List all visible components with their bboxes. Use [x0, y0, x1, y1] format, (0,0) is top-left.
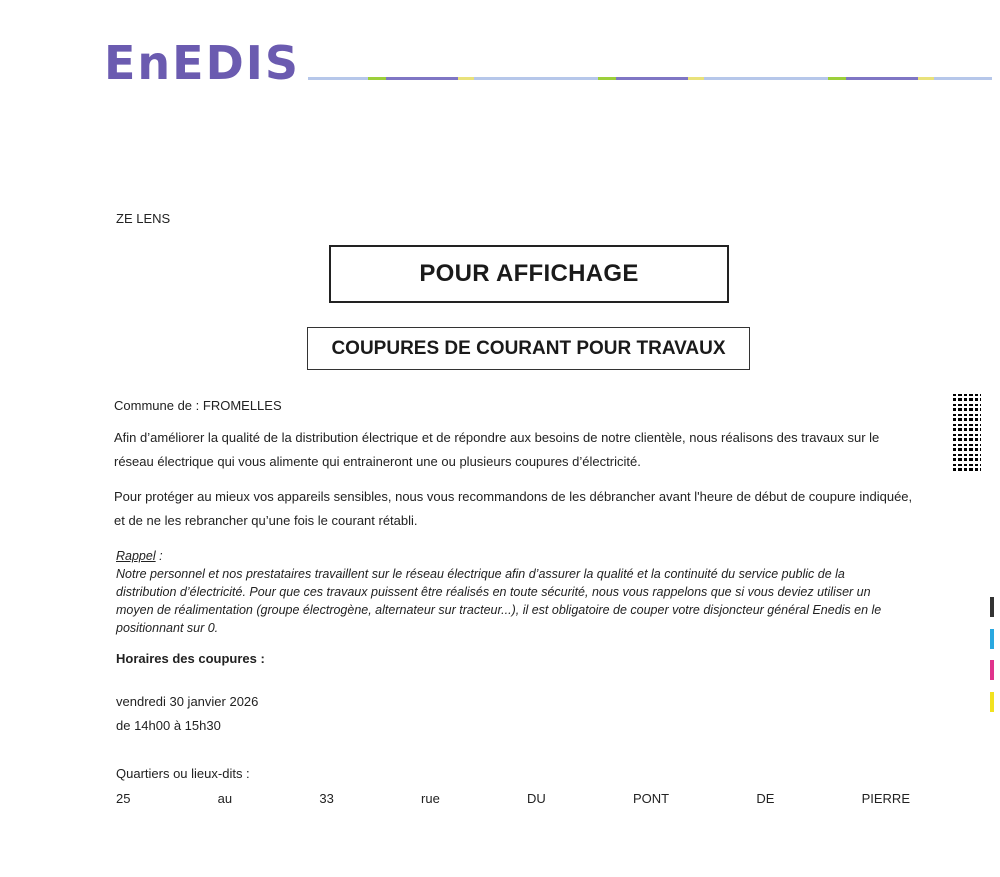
print-mark-cyan	[990, 629, 994, 649]
subtitle-text: COUPURES DE COURANT POUR TRAVAUX	[331, 337, 726, 359]
print-mark-black	[990, 597, 994, 617]
rappel-title-suffix: :	[155, 549, 163, 563]
datamatrix-code	[953, 393, 981, 471]
commune-line: Commune de : FROMELLES	[114, 398, 282, 413]
address-word: DE	[756, 791, 775, 806]
address-word: PIERRE	[861, 791, 910, 806]
rappel-heading	[116, 547, 906, 565]
outage-time: de 14h00 à 15h30	[116, 718, 221, 733]
address-word: rue	[421, 791, 440, 806]
rappel-text: Notre personnel et nos prestataires travaillent sur le réseau électrique afin d’assurer la qualité et la continuité du service public de la distribution d’électricité. Pour que ces travaux puissent être réalisés en toute sécurité, nous vous rappelons que si vous deviez utiliser un moyen de réalimentation (groupe électrogène, alternateur sur tracteur...), il est obligatoire de couper votre disjoncteur général Enedis en le positionnant sur 0.	[116, 567, 882, 635]
intro-paragraph: Afin d’améliorer la qualité de la distribution électrique et de répondre aux besoins de notre clientèle, nous réalisons des travaux sur le réseau électrique qui vous alimente qui entraineront une ou plusieurs coupures d’électricité.	[114, 430, 880, 469]
subtitle-box	[307, 327, 750, 370]
address-word: 33	[319, 791, 334, 806]
advice-paragraph: Pour protéger au mieux vos appareils sensibles, nous vous recommandons de les débrancher avant l'heure de début de coupure indiquée, et de ne les rebrancher qu’une fois le courant rétabli.	[114, 489, 913, 528]
title-box	[329, 245, 729, 303]
horaires-title: Horaires des coupures :	[116, 651, 265, 666]
logo-text: EnEDIS	[104, 36, 301, 90]
address-word: au	[217, 791, 233, 806]
print-mark-magenta	[990, 660, 994, 680]
quartiers-title: Quartiers ou lieux-dits :	[116, 766, 250, 781]
title-text: POUR AFFICHAGE	[419, 260, 639, 287]
agency-label: ZE LENS	[116, 211, 171, 226]
address-line	[116, 791, 910, 806]
header-divider	[308, 77, 992, 80]
rappel-section	[116, 547, 906, 637]
rappel-title: Rappel	[116, 549, 156, 563]
enedis-logo	[104, 36, 301, 90]
outage-date: vendredi 30 janvier 2026	[116, 694, 259, 709]
print-mark-yellow	[990, 692, 994, 712]
address-word: DU	[527, 791, 546, 806]
address-word: PONT	[633, 791, 670, 806]
address-word: 25	[116, 791, 131, 806]
